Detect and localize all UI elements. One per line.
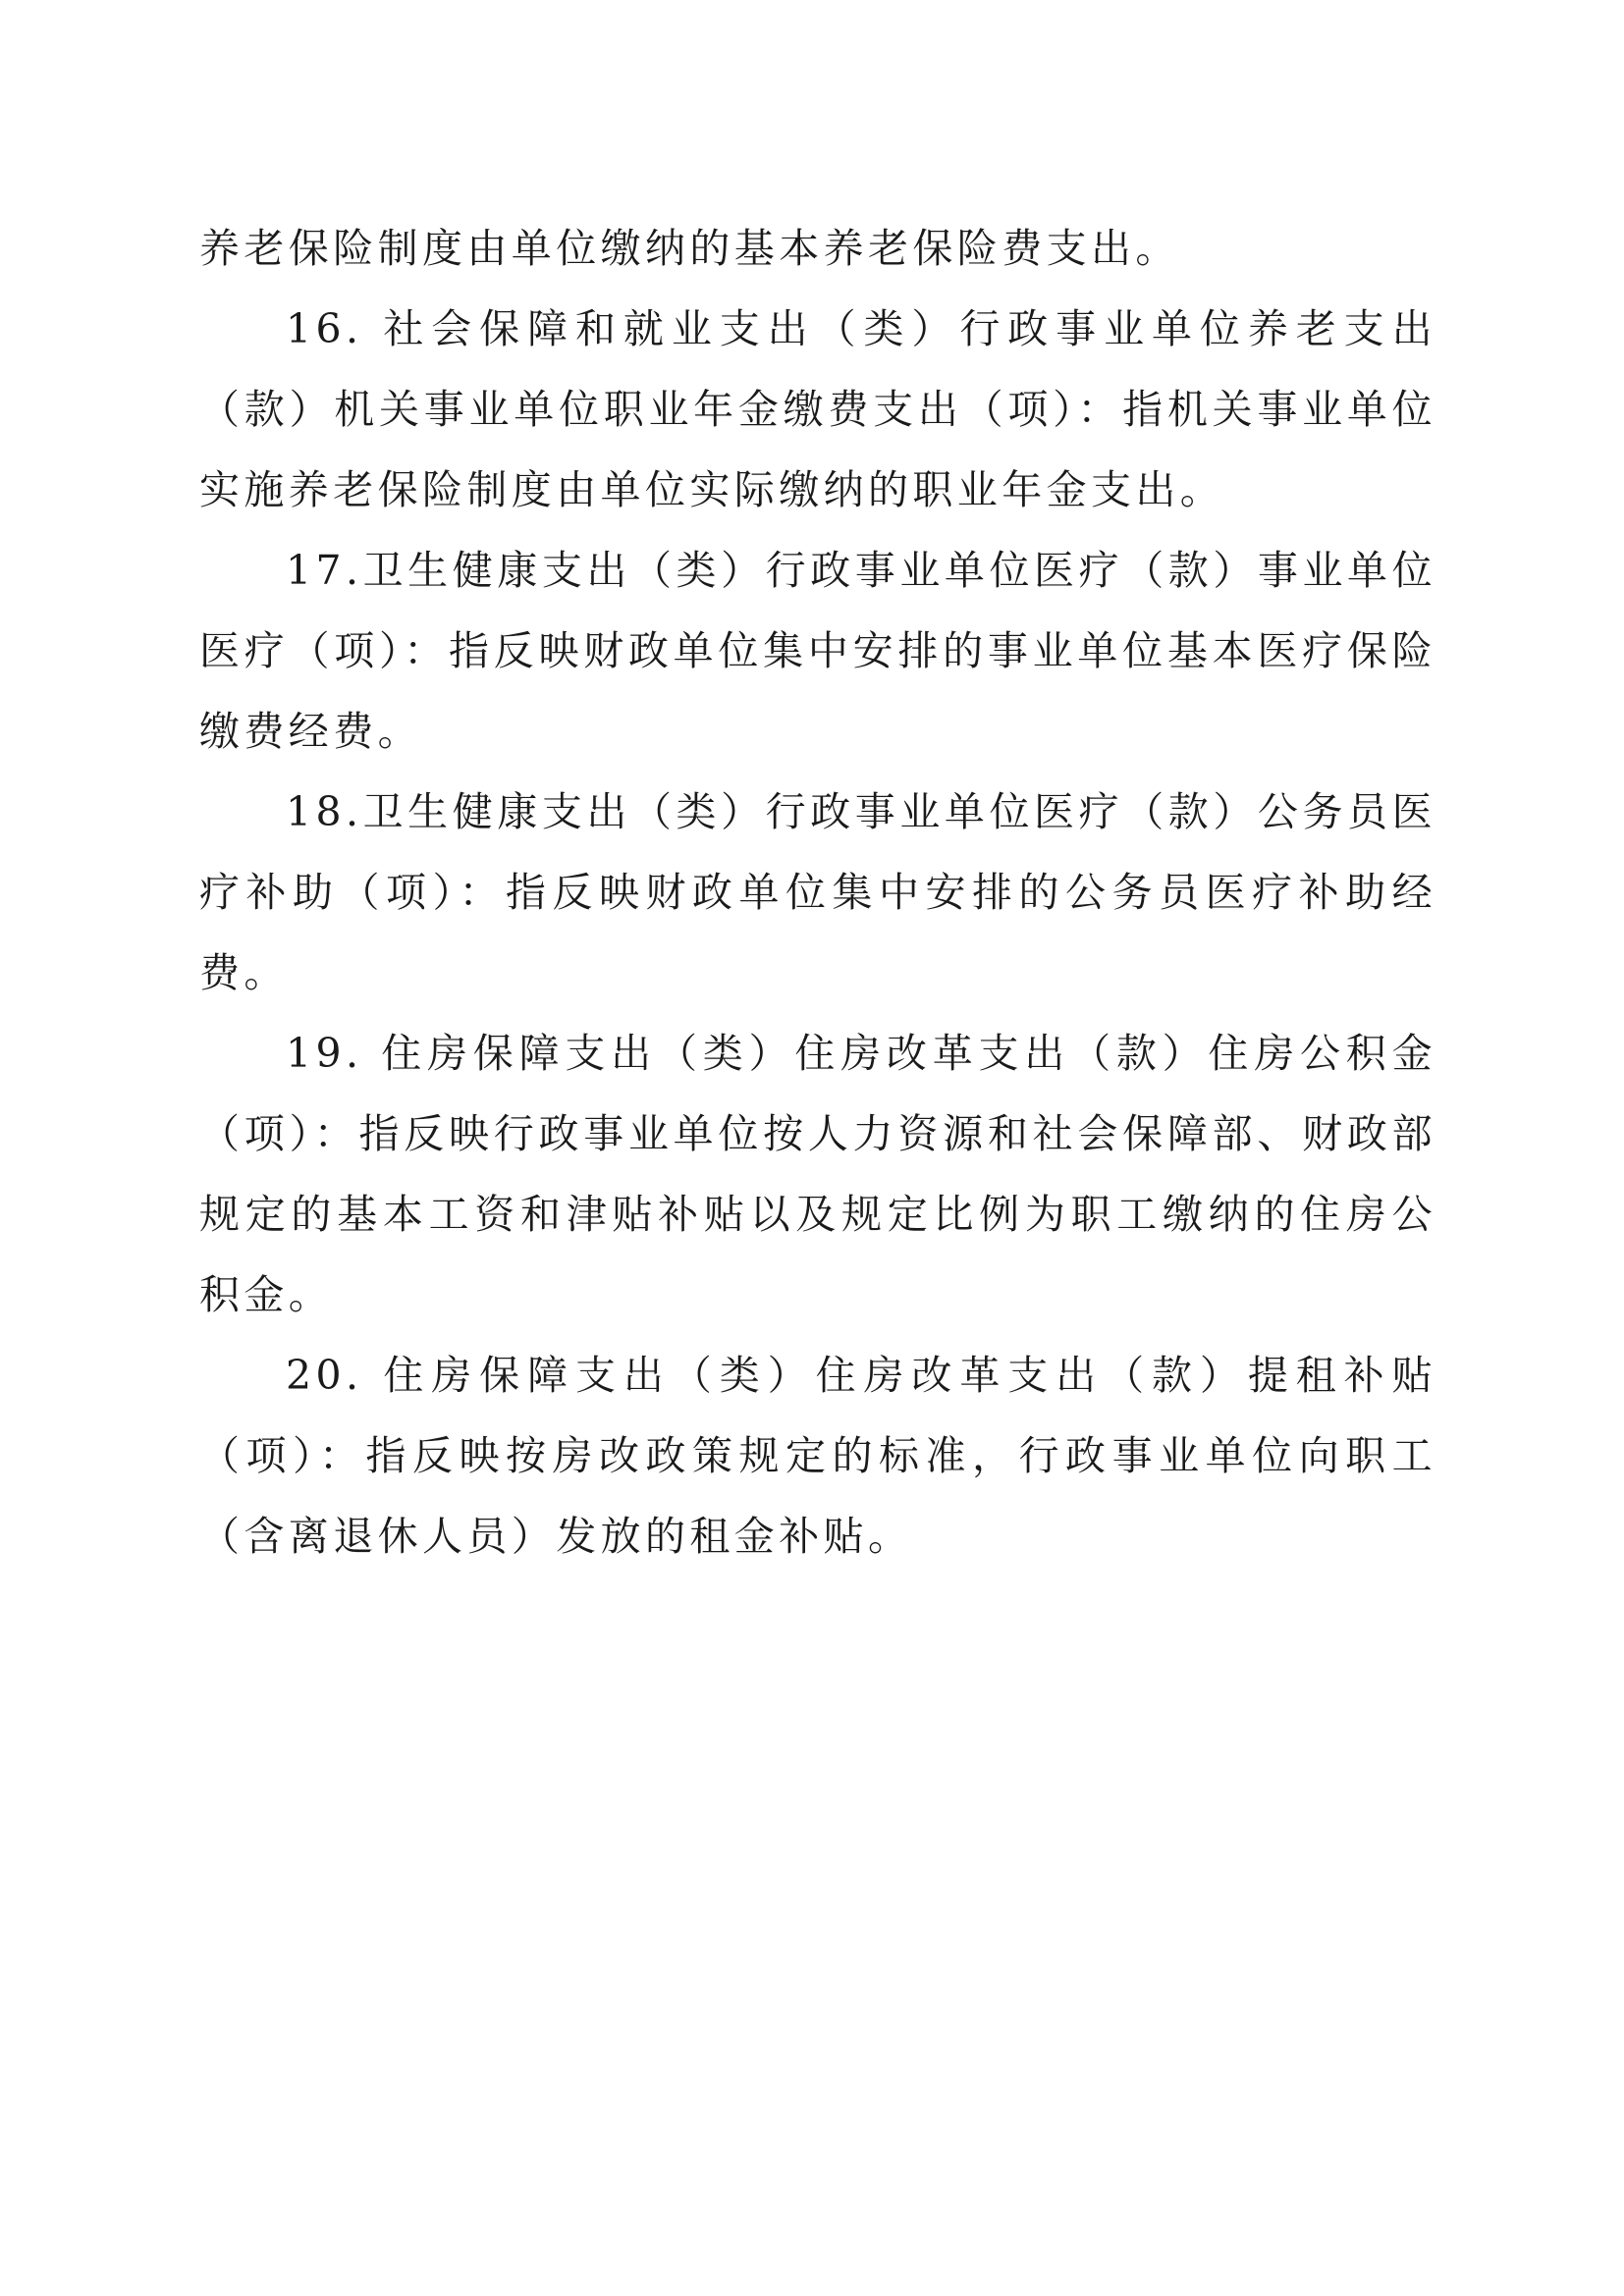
paragraph-item-20: 20. 住房保障支出（类）住房改革支出（款）提租补贴（项）：指反映按房改政策规定的标准，行政事业单位向职工（含离退休人员）发放的租金补贴。	[199, 1352, 1436, 1560]
paragraph-item-17: 17.卫生健康支出（类）行政事业单位医疗（款）事业单位医疗（项）：指反映财政单位集中安排的事业单位基本医疗保险缴费经费。	[199, 547, 1436, 755]
paragraph-continuation: 养老保险制度由单位缴纳的基本养老保险费支出。	[199, 225, 1180, 272]
paragraph-item-19: 19. 住房保障支出（类）住房改革支出（款）住房公积金（项）：指反映行政事业单位按人力资源和社会保障部、财政部规定的基本工资和津贴补贴以及规定比例为职工缴纳的住房公积金。	[199, 1030, 1436, 1318]
document-body	[199, 208, 1436, 1576]
paragraph-item-18: 18.卫生健康支出（类）行政事业单位医疗（款）公务员医疗补助（项）：指反映财政单位集中安排的公务员医疗补助经费。	[199, 788, 1436, 996]
paragraph-item-16: 16. 社会保障和就业支出（类）行政事业单位养老支出（款）机关事业单位职业年金缴费支出（项）：指机关事业单位实施养老保险制度由单位实际缴纳的职业年金支出。	[199, 305, 1436, 513]
